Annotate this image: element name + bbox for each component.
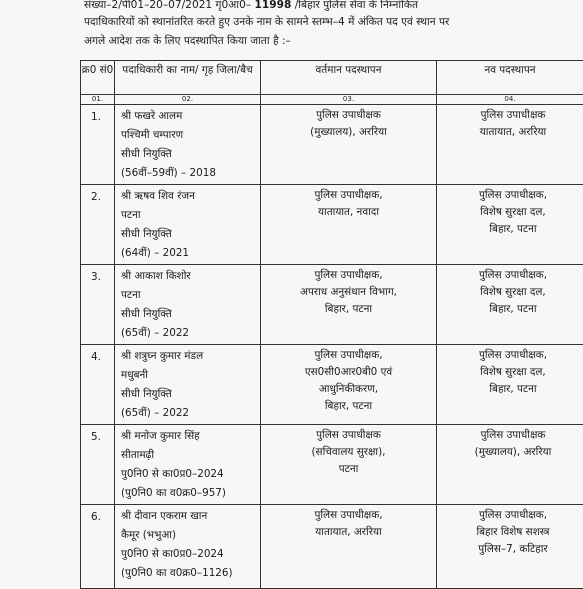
appointment-type: पु0नि0 से का0प्र0–2024 xyxy=(115,545,260,564)
new-posting-line: पुलिस उपाधीक्षक xyxy=(443,107,583,124)
table-row xyxy=(81,425,583,505)
batch: (पु0नि0 का व0क्र0–957) xyxy=(115,484,260,503)
table-row xyxy=(81,345,583,425)
appointment-type: सीधी नियुक्ति xyxy=(115,225,260,244)
officer-cell xyxy=(115,185,261,265)
current-posting-line: पुलिस उपाधीक्षक, xyxy=(261,267,436,284)
current-posting-line: अपराध अनुसंधान विभाग, xyxy=(261,284,436,301)
appointment-type: सीधी नियुक्ति xyxy=(115,305,260,324)
new-posting-line: बिहार, पटना xyxy=(443,221,583,238)
new-posting-cell xyxy=(437,345,583,425)
row-sn: 6. xyxy=(81,505,115,589)
header-line-1 xyxy=(84,0,418,13)
current-posting-cell xyxy=(261,345,437,425)
new-posting-line: पुलिस उपाधीक्षक, xyxy=(443,267,583,284)
current-posting-line: पटना xyxy=(261,461,436,478)
header-officer: पदाधिकारी का नाम/ गृह जिला/बैच xyxy=(115,61,261,95)
officer-name: श्री दीवान एकराम खान xyxy=(115,507,260,526)
officer-name: श्री आकाश किशोर xyxy=(115,267,260,286)
officer-name: श्री शत्रुघ्न कुमार मंडल xyxy=(115,347,260,366)
home-district: सीतामढ़ी xyxy=(115,446,260,465)
new-posting-cell xyxy=(437,425,583,505)
appointment-type: सीधी नियुक्ति xyxy=(115,145,260,164)
new-posting-line: विशेष सुरक्षा दल, xyxy=(443,204,583,221)
current-posting-line: पुलिस उपाधीक्षक, xyxy=(261,347,436,364)
new-posting-line: विशेष सुरक्षा दल, xyxy=(443,284,583,301)
current-posting-line: आधुनिकीकरण, xyxy=(261,381,436,398)
current-posting-cell xyxy=(261,505,437,589)
current-posting-line: (सचिवालय सुरक्षा), xyxy=(261,444,436,461)
col-num: 03. xyxy=(261,95,437,105)
officer-cell xyxy=(115,425,261,505)
row-sn: 3. xyxy=(81,265,115,345)
header-line-3: अगले आदेश तक के लिए पदस्थापित किया जाता है :– xyxy=(84,34,291,49)
current-posting-line: यातायात, नवादा xyxy=(261,204,436,221)
current-posting-cell xyxy=(261,185,437,265)
column-number-row xyxy=(81,95,583,105)
batch: (पु0नि0 का व0क्र0–1126) xyxy=(115,564,260,583)
officer-cell xyxy=(115,265,261,345)
transfer-table xyxy=(80,60,583,589)
row-sn: 4. xyxy=(81,345,115,425)
batch: (64वीं) – 2021 xyxy=(115,244,260,263)
current-posting-line: बिहार, पटना xyxy=(261,398,436,415)
row-sn: 2. xyxy=(81,185,115,265)
order-number-prefix: संख्या–2/पी01–20–07/2021 गृ0आ0– xyxy=(84,0,251,11)
officer-cell xyxy=(115,505,261,589)
current-posting-line: पुलिस उपाधीक्षक, xyxy=(261,507,436,524)
new-posting-line: (मुख्यालय), अररिया xyxy=(443,444,583,461)
batch: (56वीं–59वीं) – 2018 xyxy=(115,164,260,183)
officer-name: श्री फखरे आलम xyxy=(115,107,260,126)
col-num: 01. xyxy=(81,95,115,105)
table-row xyxy=(81,185,583,265)
current-posting-line: बिहार, पटना xyxy=(261,301,436,318)
home-district: मधुबनी xyxy=(115,366,260,385)
current-posting-line: एस0सी0आर0बी0 एवं xyxy=(261,364,436,381)
row-sn: 5. xyxy=(81,425,115,505)
order-number: 11998 xyxy=(255,0,292,11)
col-num: 02. xyxy=(115,95,261,105)
new-posting-line: पुलिस–7, कटिहार xyxy=(443,541,583,558)
new-posting-line: पुलिस उपाधीक्षक, xyxy=(443,187,583,204)
current-posting-line: (मुख्यालय), अररिया xyxy=(261,124,436,141)
current-posting-cell xyxy=(261,265,437,345)
current-posting-line: यातायात, अररिया xyxy=(261,524,436,541)
header-new-posting: नव पदस्थापन xyxy=(437,61,583,95)
row-sn: 1. xyxy=(81,105,115,185)
appointment-type: पु0नि0 से का0प्र0–2024 xyxy=(115,465,260,484)
home-district: पटना xyxy=(115,206,260,225)
new-posting-line: विशेष सुरक्षा दल, xyxy=(443,364,583,381)
officer-name: श्री ऋषव शिव रंजन xyxy=(115,187,260,206)
new-posting-line: यातायात, अररिया xyxy=(443,124,583,141)
current-posting-line: पुलिस उपाधीक्षक xyxy=(261,107,436,124)
officer-cell xyxy=(115,105,261,185)
table-header-row xyxy=(81,61,583,95)
current-posting-line: पुलिस उपाधीक्षक xyxy=(261,427,436,444)
new-posting-cell xyxy=(437,105,583,185)
header-sn: क्र0 सं0 xyxy=(81,61,115,95)
officer-cell xyxy=(115,345,261,425)
table-row xyxy=(81,265,583,345)
batch: (65वीं) – 2022 xyxy=(115,404,260,423)
new-posting-line: बिहार, पटना xyxy=(443,381,583,398)
new-posting-line: बिहार, पटना xyxy=(443,301,583,318)
officer-name: श्री मनोज कुमार सिंह xyxy=(115,427,260,446)
new-posting-cell xyxy=(437,505,583,589)
new-posting-cell xyxy=(437,185,583,265)
new-posting-line: पुलिस उपाधीक्षक, xyxy=(443,507,583,524)
appointment-type: सीधी नियुक्ति xyxy=(115,385,260,404)
new-posting-line: पुलिस उपाधीक्षक, xyxy=(443,347,583,364)
home-district: कैमूर (भभुआ) xyxy=(115,526,260,545)
home-district: पश्चिमी चम्पारण xyxy=(115,126,260,145)
table-row xyxy=(81,505,583,589)
header-current-posting: वर्तमान पदस्थापन xyxy=(261,61,437,95)
new-posting-line: बिहार विशेष सशस्त्र xyxy=(443,524,583,541)
order-number-suffix: /बिहार पुलिस सेवा के निम्नांकित xyxy=(295,0,418,11)
current-posting-cell xyxy=(261,105,437,185)
batch: (65वीं) – 2022 xyxy=(115,324,260,343)
current-posting-cell xyxy=(261,425,437,505)
header-line-2: पदाधिकारियों को स्थानांतरित करते हुए उनके नाम के सामने स्तम्भ–4 में अंकित पद एवं स्थान पर xyxy=(84,15,449,30)
new-posting-line: पुलिस उपाधीक्षक xyxy=(443,427,583,444)
current-posting-line: पुलिस उपाधीक्षक, xyxy=(261,187,436,204)
new-posting-cell xyxy=(437,265,583,345)
table-row xyxy=(81,105,583,185)
col-num: 04. xyxy=(437,95,583,105)
home-district: पटना xyxy=(115,286,260,305)
